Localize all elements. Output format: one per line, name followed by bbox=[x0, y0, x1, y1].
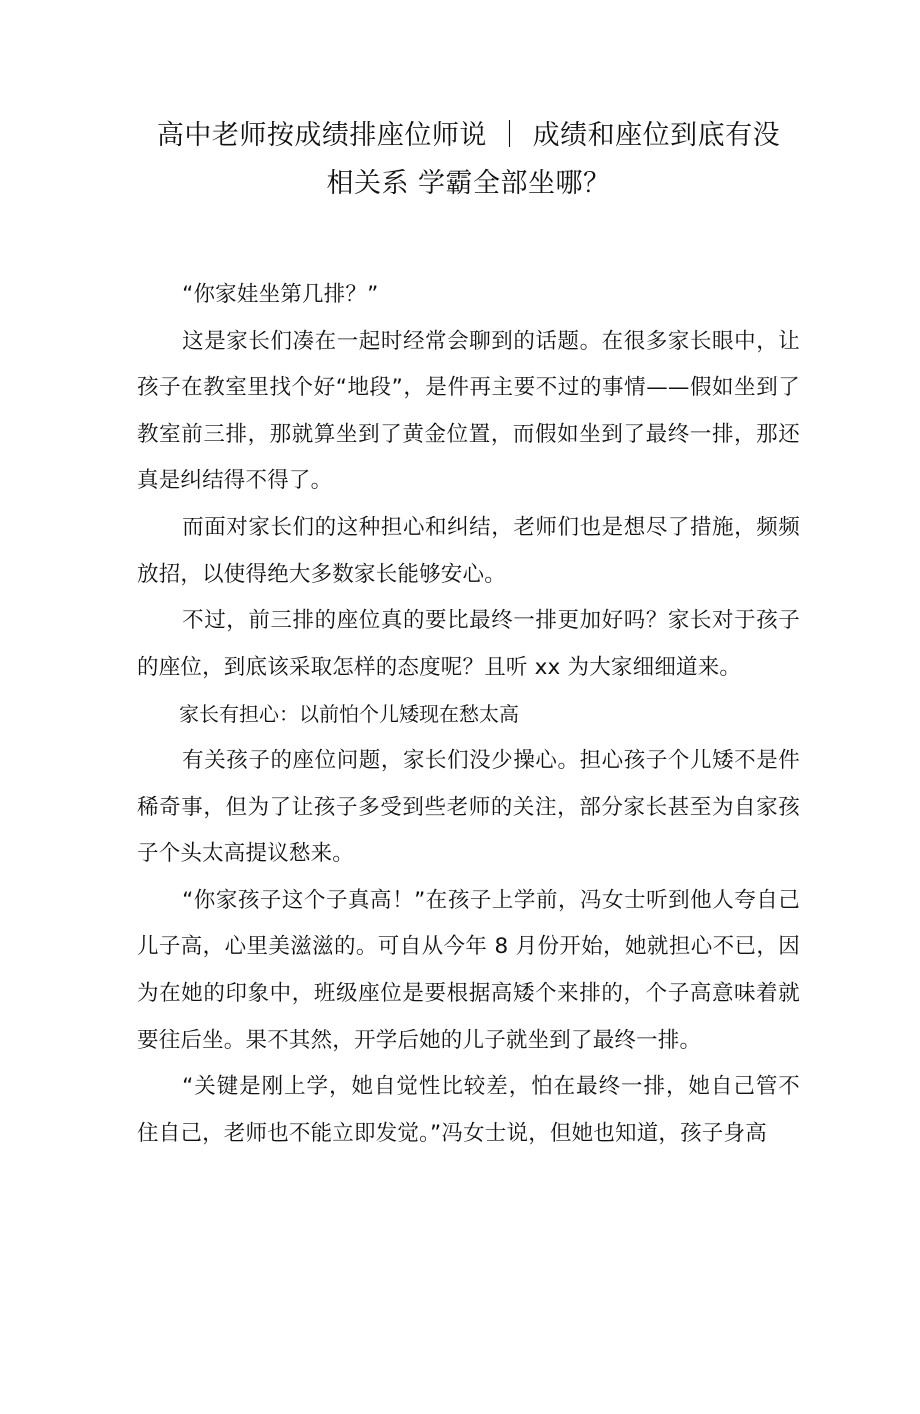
document-page bbox=[0, 112, 920, 1414]
paragraph-teachers-measures: 而面对家长们的这种担心和纠结，老师们也是想尽了措施，频频放招，以使得绝大多数家长能够安心。 bbox=[137, 514, 800, 587]
article-body bbox=[137, 272, 800, 1157]
title-line-2: 相关系 学霸全部坐哪？ bbox=[326, 168, 611, 199]
paragraph-feng-quote: “关键是刚上学，她自觉性比较差，怕在最终一排，她自己管不住自己，老师也不能立即发觉。”冯女士说，但她也知道，孩子身高 bbox=[137, 1074, 800, 1146]
paragraph-question: 不过，前三排的座位真的要比最终一排更加好吗？家长对于孩子的座位，到底该采取怎样的态度呢？且听 xx 为大家细细道来。 bbox=[137, 608, 800, 680]
paragraph-quote-question: “你家娃坐第几排？” bbox=[182, 282, 379, 307]
paragraph-parents-worry: 有关孩子的座位问题，家长们没少操心。担心孩子个儿矮不是件稀奇事，但为了让孩子多受到些老师的关注，部分家长甚至为自家孩子个头太高提议愁来。 bbox=[137, 747, 800, 867]
paragraph-feng-story: “你家孩子这个子真高！”在孩子上学前，冯女士听到他人夸自己儿子高，心里美滋滋的。可自从今年 8 月份开始，她就担心不已，因为在她的印象中，班级座位是要根据高矮个来排的，个子高意味着就要往后坐。果不其然，开学后她的儿子就坐到了最终一排。 bbox=[137, 887, 800, 1053]
section-heading: 家长有担心：以前怕个儿矮现在愁太高 bbox=[179, 702, 519, 727]
document-title bbox=[137, 112, 800, 208]
title-line-1: 高中老师按成绩排座位师说 ｜ 成绩和座位到底有没 bbox=[156, 120, 781, 151]
paragraph-intro: 这是家长们凑在一起时经常会聊到的话题。在很多家长眼中，让孩子在教室里找个好“地段”，是件再主要不过的事情——假如坐到了教室前三排，那就算坐到了黄金位置，而假如坐到了最终一排，那还真是纠结得不得了。 bbox=[137, 328, 800, 494]
